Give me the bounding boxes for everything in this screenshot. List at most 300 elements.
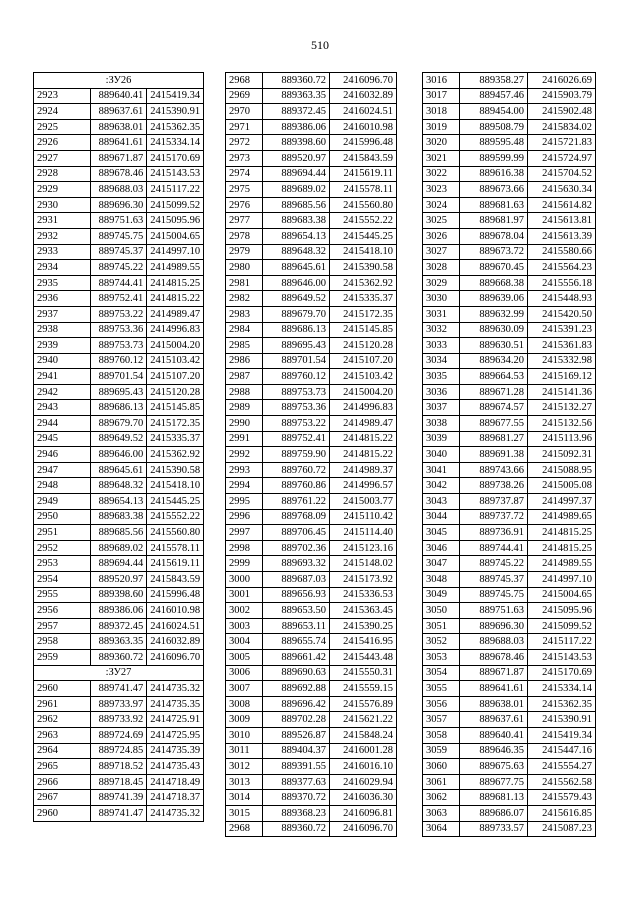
- table-row: [423, 197, 596, 213]
- y-coordinate-cell: 2415390.58: [330, 260, 397, 276]
- table-row: [34, 306, 204, 322]
- x-coordinate-cell: 889654.13: [90, 494, 147, 510]
- y-coordinate-cell: 2415141.36: [528, 384, 596, 400]
- x-coordinate-cell: 889664.53: [460, 369, 528, 385]
- point-number-cell: 2978: [226, 228, 263, 244]
- x-coordinate-cell: 889688.03: [460, 634, 528, 650]
- y-coordinate-cell: 2414989.65: [528, 509, 596, 525]
- table-row: [423, 462, 596, 478]
- y-coordinate-cell: 2415445.25: [147, 494, 204, 510]
- point-number-cell: 3019: [423, 119, 460, 135]
- x-coordinate-cell: 889653.50: [263, 603, 330, 619]
- table-row: [226, 603, 397, 619]
- y-coordinate-cell: 2415088.95: [528, 462, 596, 478]
- table-row: [423, 509, 596, 525]
- point-number-cell: 2954: [34, 572, 91, 588]
- table-row: [423, 478, 596, 494]
- x-coordinate-cell: 889372.45: [263, 104, 330, 120]
- x-coordinate-cell: 889745.22: [460, 556, 528, 572]
- point-number-cell: 3036: [423, 384, 460, 400]
- x-coordinate-cell: 889674.57: [460, 400, 528, 416]
- y-coordinate-cell: 2415704.52: [528, 166, 596, 182]
- x-coordinate-cell: 889744.41: [460, 540, 528, 556]
- table-row: [34, 416, 204, 432]
- point-number-cell: 3012: [226, 759, 263, 775]
- y-coordinate-cell: 2415004.20: [330, 384, 397, 400]
- table-row: [226, 400, 397, 416]
- y-coordinate-cell: 2416029.94: [330, 774, 397, 790]
- point-number-cell: 2925: [34, 119, 91, 135]
- table-row: [226, 197, 397, 213]
- point-number-cell: 2961: [34, 696, 91, 712]
- y-coordinate-cell: 2414989.55: [528, 556, 596, 572]
- y-coordinate-cell: 2415334.14: [147, 135, 204, 151]
- point-number-cell: 2935: [34, 275, 91, 291]
- point-number-cell: 2973: [226, 150, 263, 166]
- y-coordinate-cell: 2414989.37: [330, 462, 397, 478]
- table-row: [34, 743, 204, 759]
- x-coordinate-cell: 889737.87: [460, 494, 528, 510]
- x-coordinate-cell: 889386.06: [263, 119, 330, 135]
- x-coordinate-cell: 889372.45: [90, 618, 147, 634]
- y-coordinate-cell: 2415391.23: [528, 322, 596, 338]
- y-coordinate-cell: 2415143.53: [528, 649, 596, 665]
- table-row: [423, 104, 596, 120]
- y-coordinate-cell: 2415390.91: [147, 104, 204, 120]
- y-coordinate-cell: 2415170.69: [147, 150, 204, 166]
- x-coordinate-cell: 889737.72: [460, 509, 528, 525]
- table-row: [226, 540, 397, 556]
- y-coordinate-cell: 2414735.43: [147, 759, 204, 775]
- y-coordinate-cell: 2415996.48: [147, 587, 204, 603]
- table-row: [226, 88, 397, 104]
- table-row: [423, 275, 596, 291]
- x-coordinate-cell: 889751.63: [460, 603, 528, 619]
- point-number-cell: 2948: [34, 478, 91, 494]
- point-number-cell: 3038: [423, 416, 460, 432]
- x-coordinate-cell: 889760.86: [263, 478, 330, 494]
- table-row: [226, 572, 397, 588]
- y-coordinate-cell: 2415447.16: [528, 743, 596, 759]
- point-number-cell: 3044: [423, 509, 460, 525]
- table-row: [226, 681, 397, 697]
- point-number-cell: 2994: [226, 478, 263, 494]
- table-row: [226, 478, 397, 494]
- x-coordinate-cell: 889751.63: [90, 213, 147, 229]
- table-row: [423, 774, 596, 790]
- point-number-cell: 3060: [423, 759, 460, 775]
- table-row: [423, 649, 596, 665]
- point-number-cell: 3027: [423, 244, 460, 260]
- x-coordinate-cell: 889671.87: [90, 150, 147, 166]
- point-number-cell: 3023: [423, 182, 460, 198]
- point-number-cell: 2959: [34, 649, 91, 665]
- x-coordinate-cell: 889670.45: [460, 260, 528, 276]
- y-coordinate-cell: 2414997.10: [147, 244, 204, 260]
- x-coordinate-cell: 889520.97: [263, 150, 330, 166]
- table-row: [226, 73, 397, 89]
- y-coordinate-cell: 2415145.85: [147, 400, 204, 416]
- x-coordinate-cell: 889695.43: [263, 338, 330, 354]
- point-number-cell: 3061: [423, 774, 460, 790]
- point-number-cell: 2926: [34, 135, 91, 151]
- y-coordinate-cell: 2415092.31: [528, 447, 596, 463]
- table-row: [34, 587, 204, 603]
- x-coordinate-cell: 889377.63: [263, 774, 330, 790]
- point-number-cell: 2989: [226, 400, 263, 416]
- y-coordinate-cell: 2415443.48: [330, 649, 397, 665]
- table-row: [423, 228, 596, 244]
- table-row: [34, 338, 204, 354]
- x-coordinate-cell: 889655.74: [263, 634, 330, 650]
- x-coordinate-cell: 889753.73: [263, 384, 330, 400]
- x-coordinate-cell: 889733.57: [460, 821, 528, 837]
- y-coordinate-cell: 2415619.11: [330, 166, 397, 182]
- x-coordinate-cell: 889640.41: [460, 727, 528, 743]
- table-row: [34, 603, 204, 619]
- point-number-cell: 2996: [226, 509, 263, 525]
- table-row: [34, 384, 204, 400]
- y-coordinate-cell: 2416032.89: [147, 634, 204, 650]
- table-row: [226, 135, 397, 151]
- y-coordinate-cell: 2415550.31: [330, 665, 397, 681]
- point-number-cell: 2949: [34, 494, 91, 510]
- table-row: [226, 369, 397, 385]
- table-row: [226, 618, 397, 634]
- point-number-cell: 2938: [34, 322, 91, 338]
- y-coordinate-cell: 2415619.11: [147, 556, 204, 572]
- table-row: [34, 572, 204, 588]
- y-coordinate-cell: 2415095.96: [528, 603, 596, 619]
- table-row: [34, 494, 204, 510]
- table-row: [423, 213, 596, 229]
- table-row: [34, 478, 204, 494]
- point-number-cell: 3031: [423, 306, 460, 322]
- x-coordinate-cell: 889694.44: [90, 556, 147, 572]
- table-row: [34, 244, 204, 260]
- y-coordinate-cell: 2415560.80: [330, 197, 397, 213]
- y-coordinate-cell: 2415560.80: [147, 525, 204, 541]
- y-coordinate-cell: 2415120.28: [330, 338, 397, 354]
- x-coordinate-cell: 889760.72: [263, 462, 330, 478]
- table-row: [226, 743, 397, 759]
- table-row: [226, 805, 397, 821]
- point-number-cell: 2962: [34, 712, 91, 728]
- table-row: [34, 104, 204, 120]
- point-number-cell: 2930: [34, 197, 91, 213]
- point-number-cell: 3052: [423, 634, 460, 650]
- point-number-cell: 3026: [423, 228, 460, 244]
- table-row: [423, 119, 596, 135]
- point-number-cell: 3029: [423, 275, 460, 291]
- y-coordinate-cell: 2415113.96: [528, 431, 596, 447]
- y-coordinate-cell: 2414815.22: [330, 447, 397, 463]
- table-row: [34, 696, 204, 712]
- x-coordinate-cell: 889649.52: [263, 291, 330, 307]
- table-row: [34, 150, 204, 166]
- point-number-cell: 3037: [423, 400, 460, 416]
- point-number-cell: 3063: [423, 805, 460, 821]
- y-coordinate-cell: 2415418.10: [147, 478, 204, 494]
- table-row: [34, 182, 204, 198]
- table-row: [423, 166, 596, 182]
- x-coordinate-cell: 889661.42: [263, 649, 330, 665]
- y-coordinate-cell: 2415419.34: [528, 727, 596, 743]
- point-number-cell: 2991: [226, 431, 263, 447]
- x-coordinate-cell: 889637.61: [460, 712, 528, 728]
- y-coordinate-cell: 2416032.89: [330, 88, 397, 104]
- x-coordinate-cell: 889687.03: [263, 572, 330, 588]
- point-number-cell: 3030: [423, 291, 460, 307]
- table-row: [34, 525, 204, 541]
- point-number-cell: 3003: [226, 618, 263, 634]
- x-coordinate-cell: 889694.44: [263, 166, 330, 182]
- point-number-cell: 2929: [34, 182, 91, 198]
- y-coordinate-cell: 2416026.69: [528, 73, 596, 89]
- table-row: [34, 400, 204, 416]
- point-number-cell: 3014: [226, 790, 263, 806]
- x-coordinate-cell: 889641.61: [460, 681, 528, 697]
- point-number-cell: 2970: [226, 104, 263, 120]
- table-row: [34, 618, 204, 634]
- x-coordinate-cell: 889752.41: [90, 291, 147, 307]
- table-row: [226, 244, 397, 260]
- point-number-cell: 3043: [423, 494, 460, 510]
- table-row: [226, 587, 397, 603]
- x-coordinate-cell: 889363.35: [90, 634, 147, 650]
- point-number-cell: 2968: [226, 821, 263, 837]
- y-coordinate-cell: 2415362.92: [330, 275, 397, 291]
- y-coordinate-cell: 2414996.57: [330, 478, 397, 494]
- y-coordinate-cell: 2415332.98: [528, 353, 596, 369]
- point-number-cell: 3033: [423, 338, 460, 354]
- y-coordinate-cell: 2415004.20: [147, 338, 204, 354]
- x-coordinate-cell: 889638.01: [460, 696, 528, 712]
- table-row: [423, 431, 596, 447]
- table-row: [226, 291, 397, 307]
- y-coordinate-cell: 2415335.37: [147, 431, 204, 447]
- x-coordinate-cell: 889646.35: [460, 743, 528, 759]
- point-number-cell: 3051: [423, 618, 460, 634]
- y-coordinate-cell: 2415621.22: [330, 712, 397, 728]
- y-coordinate-cell: 2414718.37: [147, 790, 204, 806]
- table-row: [423, 494, 596, 510]
- table-row: [34, 774, 204, 790]
- x-coordinate-cell: 889638.01: [90, 119, 147, 135]
- point-number-cell: 2968: [226, 73, 263, 89]
- y-coordinate-cell: 2415724.97: [528, 150, 596, 166]
- table-row: [226, 306, 397, 322]
- table-row: [226, 166, 397, 182]
- y-coordinate-cell: 2414735.35: [147, 696, 204, 712]
- y-coordinate-cell: 2416001.28: [330, 743, 397, 759]
- y-coordinate-cell: 2414718.49: [147, 774, 204, 790]
- table-row: [34, 681, 204, 697]
- y-coordinate-cell: 2414735.32: [147, 681, 204, 697]
- y-coordinate-cell: 2415173.92: [330, 572, 397, 588]
- y-coordinate-cell: 2415120.28: [147, 384, 204, 400]
- table-row: [423, 260, 596, 276]
- x-coordinate-cell: 889386.06: [90, 603, 147, 619]
- y-coordinate-cell: 2415578.11: [147, 540, 204, 556]
- point-number-cell: 2946: [34, 447, 91, 463]
- point-number-cell: 2971: [226, 119, 263, 135]
- x-coordinate-cell: 889678.46: [90, 166, 147, 182]
- point-number-cell: 3039: [423, 431, 460, 447]
- y-coordinate-cell: 2415613.39: [528, 228, 596, 244]
- y-coordinate-cell: 2414735.32: [147, 805, 204, 821]
- x-coordinate-cell: 889741.47: [90, 805, 147, 821]
- point-number-cell: 3007: [226, 681, 263, 697]
- y-coordinate-cell: 2414815.22: [330, 431, 397, 447]
- y-coordinate-cell: 2415556.18: [528, 275, 596, 291]
- point-number-cell: 2931: [34, 213, 91, 229]
- x-coordinate-cell: 889733.97: [90, 696, 147, 712]
- point-number-cell: 2993: [226, 462, 263, 478]
- point-number-cell: 3008: [226, 696, 263, 712]
- table-row: [423, 681, 596, 697]
- x-coordinate-cell: 889681.63: [460, 197, 528, 213]
- y-coordinate-cell: 2415390.25: [330, 618, 397, 634]
- table-row: [226, 712, 397, 728]
- point-number-cell: 3018: [423, 104, 460, 120]
- point-number-cell: 2992: [226, 447, 263, 463]
- x-coordinate-cell: 889681.97: [460, 213, 528, 229]
- table-row: [423, 150, 596, 166]
- table-row: [226, 509, 397, 525]
- table-row: [423, 447, 596, 463]
- table-row: [34, 213, 204, 229]
- table-row: [34, 291, 204, 307]
- point-number-cell: 3053: [423, 649, 460, 665]
- x-coordinate-cell: 889752.41: [263, 431, 330, 447]
- x-coordinate-cell: 889599.99: [460, 150, 528, 166]
- table-row: [226, 649, 397, 665]
- x-coordinate-cell: 889398.60: [90, 587, 147, 603]
- point-number-cell: 2995: [226, 494, 263, 510]
- y-coordinate-cell: 2415579.43: [528, 790, 596, 806]
- x-coordinate-cell: 889702.36: [263, 540, 330, 556]
- point-number-cell: 2985: [226, 338, 263, 354]
- table-row: [423, 369, 596, 385]
- x-coordinate-cell: 889391.55: [263, 759, 330, 775]
- point-number-cell: 2960: [34, 805, 91, 821]
- point-number-cell: 3009: [226, 712, 263, 728]
- y-coordinate-cell: 2415562.58: [528, 774, 596, 790]
- point-number-cell: 2976: [226, 197, 263, 213]
- table-row: [423, 88, 596, 104]
- x-coordinate-cell: 889637.61: [90, 104, 147, 120]
- x-coordinate-cell: 889668.38: [460, 275, 528, 291]
- table-row: [226, 727, 397, 743]
- table-row: [226, 260, 397, 276]
- y-coordinate-cell: 2415003.77: [330, 494, 397, 510]
- point-number-cell: 3058: [423, 727, 460, 743]
- point-number-cell: 2986: [226, 353, 263, 369]
- point-number-cell: 3010: [226, 727, 263, 743]
- y-coordinate-cell: 2415996.48: [330, 135, 397, 151]
- x-coordinate-cell: 889688.03: [90, 182, 147, 198]
- x-coordinate-cell: 889683.38: [263, 213, 330, 229]
- y-coordinate-cell: 2416016.10: [330, 759, 397, 775]
- y-coordinate-cell: 2415362.92: [147, 447, 204, 463]
- y-coordinate-cell: 2416010.98: [330, 119, 397, 135]
- y-coordinate-cell: 2416096.70: [330, 821, 397, 837]
- point-number-cell: 3050: [423, 603, 460, 619]
- point-number-cell: 2998: [226, 540, 263, 556]
- y-coordinate-cell: 2415448.93: [528, 291, 596, 307]
- point-number-cell: 3015: [226, 805, 263, 821]
- point-number-cell: 2964: [34, 743, 91, 759]
- table-row: [34, 509, 204, 525]
- y-coordinate-cell: 2416096.70: [330, 73, 397, 89]
- x-coordinate-cell: 889718.52: [90, 759, 147, 775]
- table-row: [423, 135, 596, 151]
- x-coordinate-cell: 889691.38: [460, 447, 528, 463]
- x-coordinate-cell: 889675.63: [460, 759, 528, 775]
- x-coordinate-cell: 889595.48: [460, 135, 528, 151]
- x-coordinate-cell: 889701.54: [263, 353, 330, 369]
- point-number-cell: 3017: [423, 88, 460, 104]
- table-row: [34, 275, 204, 291]
- x-coordinate-cell: 889370.72: [263, 790, 330, 806]
- y-coordinate-cell: 2415117.22: [147, 182, 204, 198]
- x-coordinate-cell: 889753.36: [90, 322, 147, 338]
- table-row: [34, 135, 204, 151]
- table-row: [226, 525, 397, 541]
- y-coordinate-cell: 2414996.83: [147, 322, 204, 338]
- y-coordinate-cell: 2415095.96: [147, 213, 204, 229]
- table-row: [34, 712, 204, 728]
- point-number-cell: 2957: [34, 618, 91, 634]
- point-number-cell: 3024: [423, 197, 460, 213]
- table-row: [423, 665, 596, 681]
- table-row: [34, 759, 204, 775]
- point-number-cell: 2966: [34, 774, 91, 790]
- x-coordinate-cell: 889753.73: [90, 338, 147, 354]
- x-coordinate-cell: 889745.75: [90, 228, 147, 244]
- point-number-cell: 3054: [423, 665, 460, 681]
- table-row: [423, 618, 596, 634]
- y-coordinate-cell: 2414989.47: [147, 306, 204, 322]
- table-row: [34, 540, 204, 556]
- point-number-cell: 3034: [423, 353, 460, 369]
- table-row: [34, 119, 204, 135]
- x-coordinate-cell: 889360.72: [263, 821, 330, 837]
- point-number-cell: 3006: [226, 665, 263, 681]
- table-row: [423, 805, 596, 821]
- y-coordinate-cell: 2416036.30: [330, 790, 397, 806]
- table-row: [34, 228, 204, 244]
- x-coordinate-cell: 889696.30: [90, 197, 147, 213]
- x-coordinate-cell: 889753.22: [263, 416, 330, 432]
- x-coordinate-cell: 889654.13: [263, 228, 330, 244]
- x-coordinate-cell: 889678.04: [460, 228, 528, 244]
- point-number-cell: 2942: [34, 384, 91, 400]
- x-coordinate-cell: 889677.75: [460, 774, 528, 790]
- x-coordinate-cell: 889457.46: [460, 88, 528, 104]
- table-row: [226, 275, 397, 291]
- coordinates-table-col1: [33, 72, 204, 822]
- table-row: [423, 790, 596, 806]
- x-coordinate-cell: 889508.79: [460, 119, 528, 135]
- x-coordinate-cell: 889689.02: [90, 540, 147, 556]
- x-coordinate-cell: 889736.91: [460, 525, 528, 541]
- point-number-cell: 2987: [226, 369, 263, 385]
- point-number-cell: 2979: [226, 244, 263, 260]
- y-coordinate-cell: 2416024.51: [330, 104, 397, 120]
- y-coordinate-cell: 2415103.42: [330, 369, 397, 385]
